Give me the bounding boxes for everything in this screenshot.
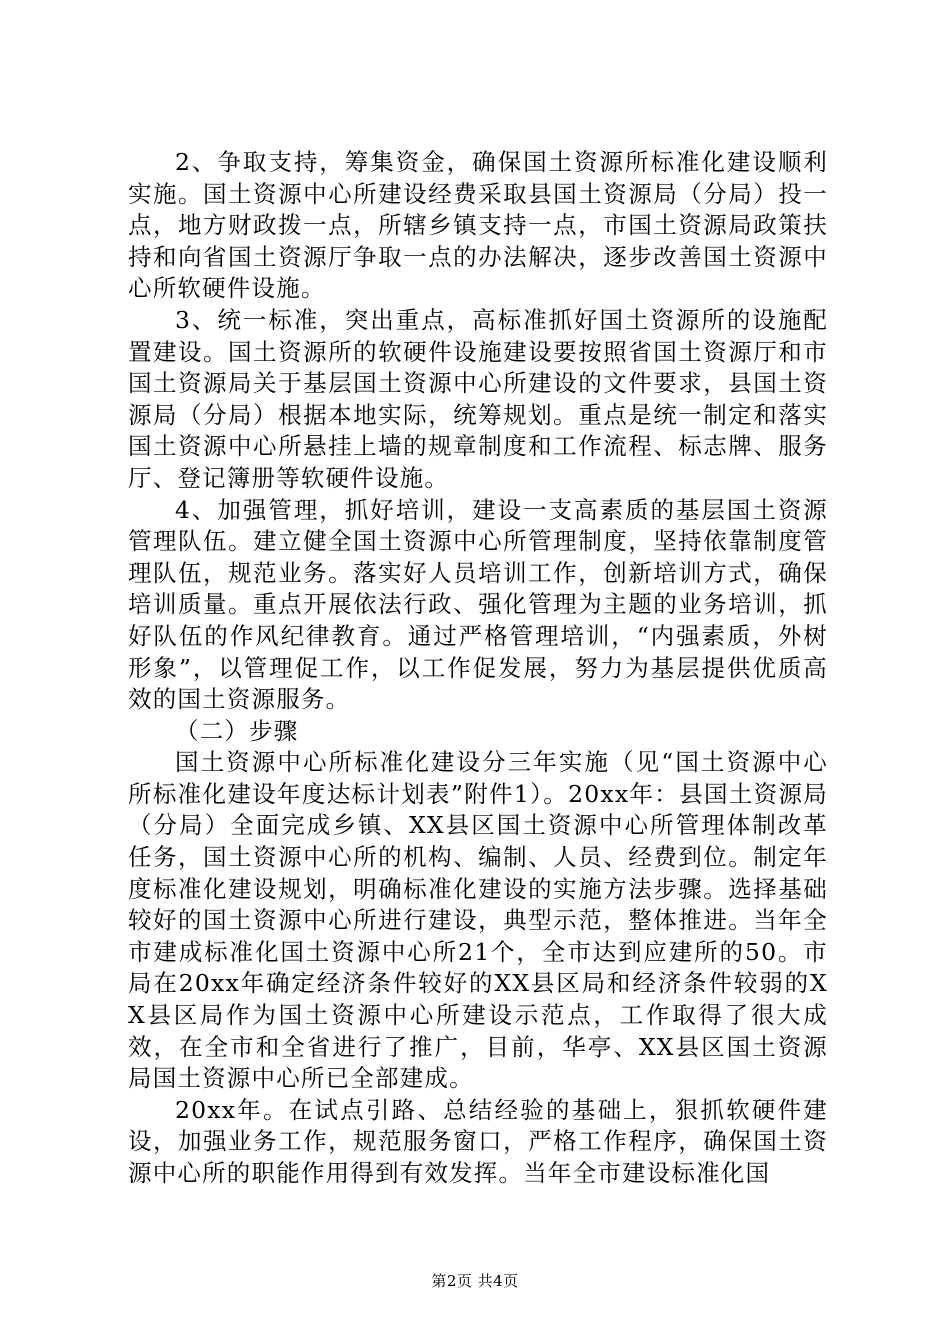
document-body <box>128 147 828 1190</box>
paragraph-standards: 3、统一标准，突出重点，高标准抓好国土资源所的设施配置建设。国土资源所的软硬件设施建设要按照省国土资源厅和市国土资源局关于基层国土资源中心所建设的文件要求，县国土资源局（分局）根据本地实际，统筹规划。重点是统一制定和落实国土资源中心所悬挂上墙的规章制度和工作流程、标志牌、服务厅、登记簿册等软硬件设施。 <box>128 305 828 492</box>
paragraph-implementation: 国土资源中心所标准化建设分三年实施（见“国土资源中心所标准化建设年度达标计划表”附件1）。20xx年：县国土资源局（分局）全面完成乡镇、XX县区国土资源中心所管理体制改革任务，国土资源中心所的机构、编制、人员、经费到位。制定年度标准化建设规划，明确标准化建设的实施方法步骤。选择基础较好的国土资源中心所进行建设，典型示范，整体推进。当年全市建成标准化国土资源中心所21个，全市达到应建所的50。市局在20xx年确定经济条件较好的XX县区局和经济条件较弱的XX县区局作为国土资源中心所建设示范点，工作取得了很大成效，在全市和全省进行了推广，目前，华亭、XX县区国土资源局国土资源中心所已全部建成。 <box>128 748 828 1093</box>
section-heading-steps: （二）步骤 <box>175 716 299 745</box>
paragraph-funding: 2、争取支持，筹集资金，确保国土资源所标准化建设顺利实施。国土资源中心所建设经费采取县国土资源局（分局）投一点，地方财政拨一点，所辖乡镇支持一点，市国土资源局政策扶持和向省国土资源厅争取一点的办法解决，逐步改善国土资源中心所软硬件设施。 <box>128 148 828 303</box>
paragraph-next-year: 20xx年。在试点引路、总结经验的基础上，狠抓软硬件建设，加强业务工作，规范服务窗口，严格工作程序，确保国土资源中心所的职能作用得到有效发挥。当年全市建设标准化国 <box>128 1095 828 1187</box>
paragraph-management: 4、加强管理，抓好培训，建设一支高素质的基层国土资源管理队伍。建立健全国土资源中心所管理制度，坚持依靠制度管理队伍，规范业务。落实好人员培训工作，创新培训方式，确保培训质量。重点开展依法行政、强化管理为主题的业务培训，抓好队伍的作风纪律教育。通过严格管理培训，“内强素质，外树形象”，以管理促工作，以工作促发展，努力为基层提供优质高效的国土资源服务。 <box>128 495 828 714</box>
page-footer: 第2页 共4页 <box>431 1272 519 1290</box>
